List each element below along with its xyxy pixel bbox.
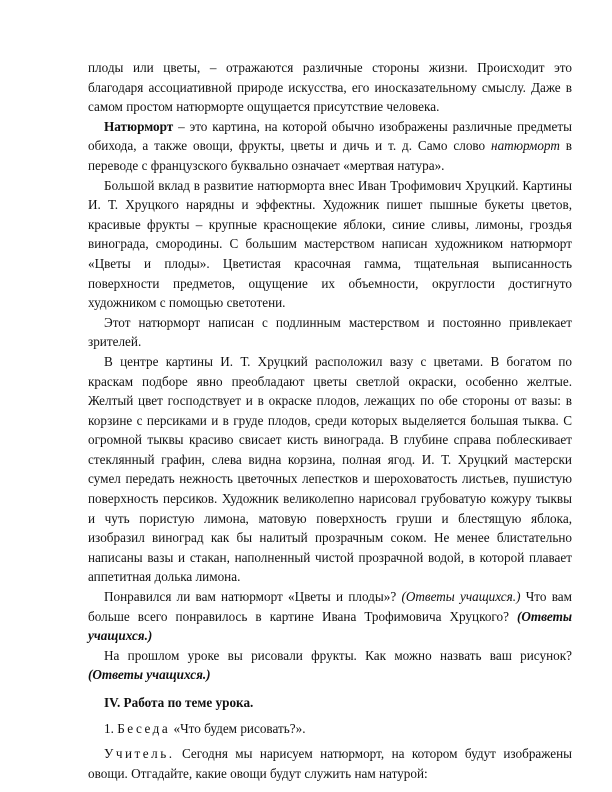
students-answers-note: (Ответы учащихся.) — [88, 667, 211, 683]
speaker-teacher: Учитель. — [104, 746, 175, 762]
term-natyurmort: Натюрморт — [104, 118, 174, 134]
paragraph-painting-description: В центре картины И. Т. Хруцкий расположил вазу с цветами. В богатом по краскам подборе явно преобладают цветы светлой окраски, особенно желтые. Желтый цвет господствует и в окраске плодов, лежащих по обе стороны от вазы: в корзине с персиками и в груде плодов, среди которых выделяется большая тыква. С огромной тыквы красиво свисает кисть винограда. В глубине справа поблескивает стеклянный графин, слева видна корзина, полная ягод. И. Т. Хруцкий мастерски сумел передать нежность цветочных лепестков и шероховатость листьев, пушистую поверхность персиков. Художник великолепно нарисовал грубоватую кожуру тыквы и чуть пористую лимона, матовую поверхность груши и блестящую яблока, изобразил виноград как бы налитый прозрачным соком. Не менее блистательно написаны вазы и стакан, наполненный чистой прозрачной водой, в которой плавает аппетитная долька лимона. — [88, 353, 572, 585]
students-answers-note: (Ответы учащихся.) — [88, 608, 572, 644]
paragraph-definition: Натюрморт – это картина, на которой обычно изображены различные предметы обихода, а также овощи, фрукты, цветы и дичь и т. д. Само слово натюрморт в переводе с французского буквально означает «мертвая натура». — [88, 118, 573, 173]
paragraph-previous-lesson: На прошлом уроке вы рисовали фрукты. Как можно назвать ваш рисунок? (Ответы учащихся.) — [88, 647, 572, 683]
paragraph-mastery: Этот натюрморт написан с подлинным мастерством и постоянно привлекает зрителей. — [88, 314, 572, 350]
conversation-item: 1. Беседа «Что будем рисовать?». — [104, 720, 306, 736]
teacher-speech: Учитель. Сегодня мы нарисуем натюрморт, на котором будут изображены овощи. Отгадайте, какие овощи будут служить нам натурой: — [88, 746, 572, 781]
paragraph-intro: плоды или цветы, – отражаются различные стороны жизни. Происходит это благодаря ассоциативной природе искусства, его иносказательному смыслу. Даже в самом простом натюрморте ощущается присутствие человека. — [88, 60, 572, 115]
students-answers-note: (Ответы учащихся.) — [401, 589, 521, 605]
term-natyurmort-italic: натюрморт — [491, 138, 560, 154]
section-heading: IV. Работа по теме урока. — [104, 695, 254, 710]
paragraph-questions: Понравился ли вам натюрморт «Цветы и плоды»? (Ответы учащихся.) Что вам больше всего понравилось в картине Ивана Трофимовича Хруцкого? (Ответы учащихся.) — [88, 589, 572, 644]
document-page — [88, 58, 572, 783]
paragraph-khrutsky: Большой вклад в развитие натюрморта внес Иван Трофимович Хруцкий. Картины И. Т. Хруцкого нарядны и эффектны. Художник пишет пышные букеты цветов, красивые фрукты – крупные краснощекие яблоки, синие сливы, лимоны, гроздья винограда, смородины. С большим мастерством написан художником натюрморт «Цветы и плоды». Цветистая красочная гамма, тщательная выписанность поверхности предметов, ощущение их объемности, округлости достигнуто художником с помощью светотени. — [88, 177, 572, 311]
